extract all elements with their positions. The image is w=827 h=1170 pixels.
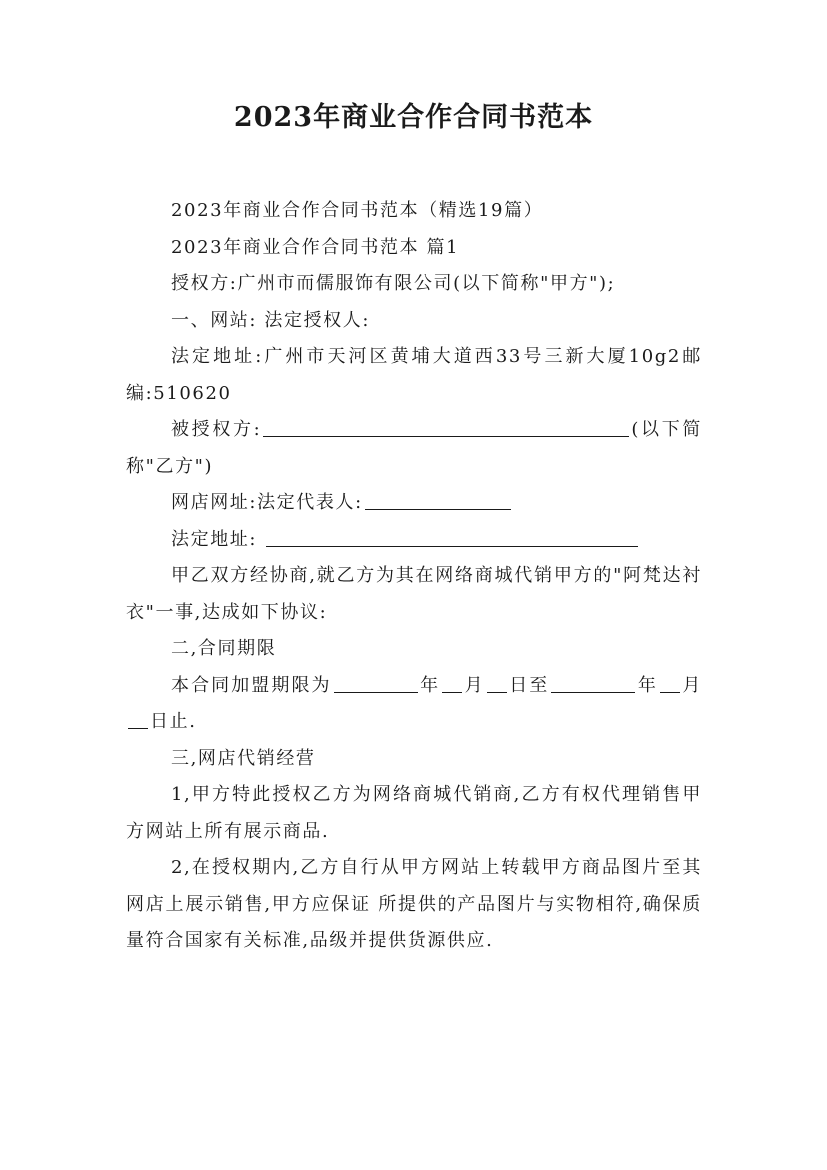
end-day-blank bbox=[128, 706, 148, 729]
term-month2: 月 bbox=[681, 674, 702, 696]
term-paragraph bbox=[126, 668, 702, 741]
start-day-blank bbox=[487, 670, 507, 693]
clause-2: 2,在授权期内,乙方自行从甲方网站上转载甲方商品图片至其网店上展示销售,甲方应保证 所提供的产品图片与实物相符,确保质量符合国家有关标准,品级并提供货源供应. bbox=[126, 857, 702, 951]
document-body bbox=[126, 193, 702, 960]
licensee-suffix: (以下简称"乙方") bbox=[126, 419, 702, 477]
term-end: 日止. bbox=[150, 711, 197, 732]
document-title: 2023年商业合作合同书范本 bbox=[233, 102, 594, 133]
website-paragraph: 一、网站: 法定授权人: bbox=[171, 309, 371, 331]
address2-label: 法定地址: bbox=[171, 528, 258, 550]
clause-1: 1,甲方特此授权乙方为网络商城代销商,乙方有权代理销售甲方网站上所有展示商品. bbox=[126, 784, 702, 842]
agreement-paragraph: 甲乙双方经协商,就乙方为其在网络商城代销甲方的"阿梵达衬衣"一事,达成如下协议: bbox=[126, 565, 702, 623]
term-heading: 二,合同期限 bbox=[171, 638, 277, 659]
licensee-paragraph bbox=[126, 412, 702, 485]
address-paragraph: 法定地址:广州市天河区黄埔大道西33号三新大厦10g2邮编:510620 bbox=[126, 346, 702, 404]
representative-blank bbox=[365, 487, 511, 510]
address2-blank bbox=[266, 524, 638, 547]
term-day1: 日至 bbox=[508, 674, 550, 696]
shop-paragraph bbox=[126, 485, 702, 522]
term-year1: 年 bbox=[419, 674, 441, 696]
term-prefix: 本合同加盟期限为 bbox=[171, 674, 332, 696]
start-year-blank bbox=[334, 670, 418, 693]
ops-heading: 三,网店代销经营 bbox=[171, 747, 316, 769]
term-month1: 月 bbox=[464, 674, 485, 696]
start-month-blank bbox=[442, 670, 462, 693]
end-month-blank bbox=[660, 670, 680, 693]
section-heading: 2023年商业合作合同书范本 篇1 bbox=[171, 236, 460, 258]
licensee-label: 被授权方: bbox=[171, 419, 262, 440]
end-year-blank bbox=[551, 670, 635, 693]
shop-label: 网店网址:法定代表人: bbox=[171, 492, 363, 513]
licensee-blank bbox=[263, 414, 629, 437]
licensor-paragraph: 授权方:广州市而儒服饰有限公司(以下简称"甲方"); bbox=[171, 273, 616, 294]
term-year2: 年 bbox=[637, 674, 658, 696]
address2-paragraph bbox=[126, 522, 702, 559]
subtitle-paragraph: 2023年商业合作合同书范本（精选19篇） bbox=[171, 200, 544, 221]
